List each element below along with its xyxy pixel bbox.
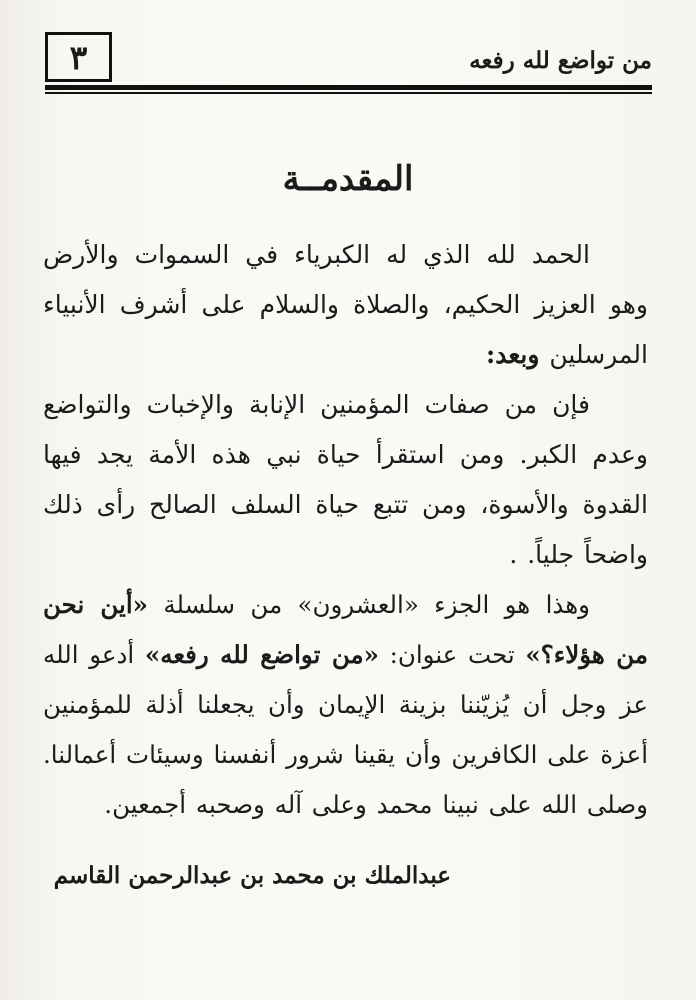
running-title: من تواضع لله رفعه: [469, 47, 652, 74]
paragraph-3-text-end: أدعو الله عز وجل أن يُزيّننا بزينة الإيمان وأن يجعلنا أذلة للمؤمنين أعزة على الكافرين وأن يقينا شرور أنفسنا وسيئات أعمالنا. وصلى الله على نبينا محمد وعلى آله وصحبه أجمعين.: [43, 640, 648, 819]
header-thick-rule: [45, 85, 652, 90]
paragraph-3-text-start: وهذا هو الجزء «العشرون» من سلسلة: [147, 590, 590, 619]
paragraph-2-text: فإن من صفات المؤمنين الإنابة والإخبات والتواضع وعدم الكبر. ومن استقرأ حياة نبي هذه الأمة يجد فيها القدوة والأسوة، ومن تتبع حياة السلف الصالح رأى ذلك واضحاً جلياً. .: [43, 390, 648, 569]
book-title: «من تواضع لله رفعه»: [144, 640, 379, 669]
paragraph-3-text-middle: تحت عنوان:: [378, 640, 526, 669]
paragraph-3: [43, 580, 648, 830]
series-title: «أين نحن من هؤلاء؟»: [43, 590, 648, 669]
paragraph-2: [43, 380, 648, 580]
section-title: المقدمــة: [282, 159, 414, 199]
paragraph-1-bold: وبعد:: [485, 340, 540, 369]
author-signature: عبدالملك بن محمد بن عبدالرحمن القاسم: [53, 862, 451, 889]
paragraph-1-text: الحمد لله الذي له الكبرياء في السموات والأرض وهو العزيز الحكيم، والصلاة والسلام على أشرف الأنبياء المرسلين: [43, 240, 648, 369]
page-number: ٣: [69, 37, 88, 77]
body-text: [43, 230, 648, 830]
page-number-box: [45, 32, 112, 82]
page-header: [45, 32, 652, 94]
paragraph-1: [43, 230, 648, 380]
header-thin-rule: [45, 92, 652, 94]
